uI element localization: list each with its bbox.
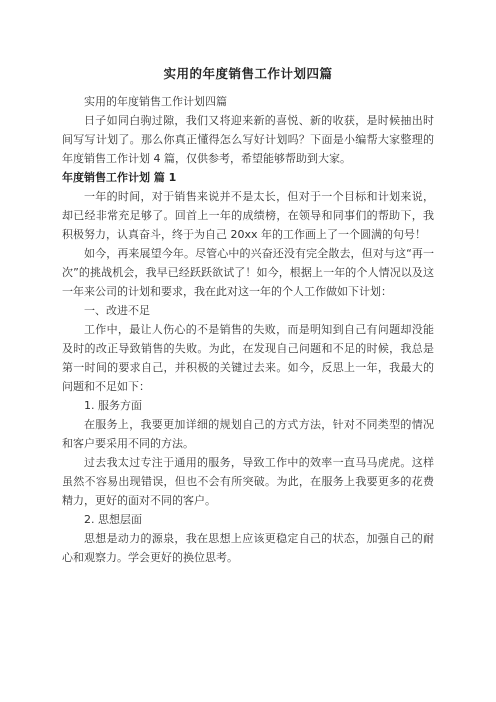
subheading: 1. 服务方面 [84, 399, 142, 412]
paragraph: 工作中，最让人伤心的不是销售的失败，而是明知到自己有问题却没能及时的改正导致销售的失败。为此，在发现自己问题和不足的时候，我总是第一时间的要求自己，并积极的关键过去来。如今，反思上一年，我最大的问题和不足如下： [62, 323, 434, 393]
paragraph: 思想是动力的源泉，我在思想上应该更稳定自己的状态，加强自己的耐心和观察力。学会更好的换位思考。 [62, 532, 434, 564]
paragraph: 过去我太过专注于通用的服务，导致工作中的效率一直马马虎虎。这样虽然不容易出现错误，但也不会有所突破。为此，在服务上我要更多的花费精力，更好的面对不同的客户。 [62, 456, 434, 507]
document-body [62, 92, 434, 567]
paragraph: 在服务上，我要更加详细的规划自己的方式方法，针对不同类型的情况和客户要采用不同的方法。 [62, 418, 434, 450]
paragraph: 如今，再来展望今年。尽管心中的兴奋还没有完全散去，但对与这“再一次”的挑战机会，我早已经跃跃欲试了！如今，根据上一年的个人情况以及这一年来公司的计划和要求，我在此对这一年的个人工作做如下计划： [62, 247, 434, 298]
section-heading: 年度销售工作计划 篇 1 [62, 171, 177, 184]
paragraph: 日子如同白驹过隙，我们又将迎来新的喜悦、新的收获，是时候抽出时间写写计划了。那么你真正懂得怎么写好计划吗？下面是小编帮大家整理的年度销售工作计划 4 篇，仅供参考，希望能够帮助到大家。 [62, 114, 434, 165]
subheading: 一、改进不足 [84, 304, 150, 317]
paragraph: 一年的时间，对于销售来说并不是太长，但对于一个目标和计划来说，却已经非常充足够了。回首上一年的成绩榜，在领导和同事们的帮助下，我积极努力，认真奋斗，终于为自己 20xx 年的工作画上了一个圆满的句号！ [62, 190, 434, 241]
subheading: 2. 思想层面 [84, 513, 142, 526]
paragraph: 实用的年度销售工作计划四篇 [84, 95, 227, 108]
document-title: 实用的年度销售工作计划四篇 [163, 66, 333, 81]
